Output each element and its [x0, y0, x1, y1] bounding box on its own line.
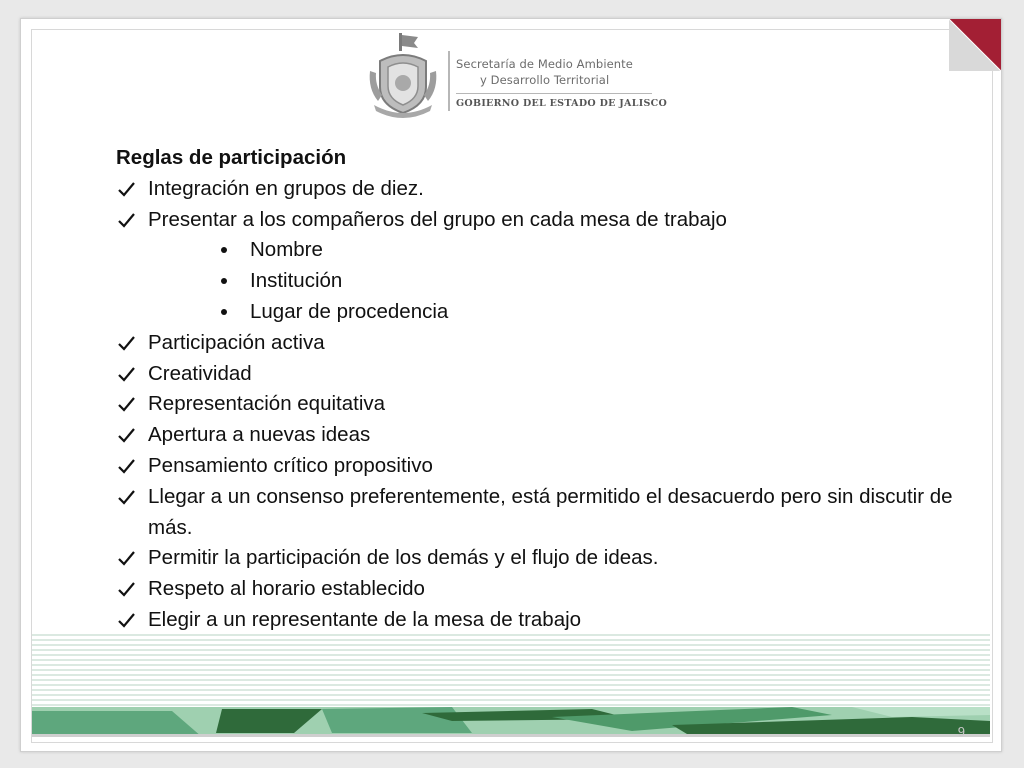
- list-item-text: Presentar a los compañeros del grupo en cada mesa de trabajo: [148, 207, 727, 231]
- list-item: [116, 174, 956, 205]
- list-item: [116, 451, 956, 482]
- checkmark-icon: [118, 397, 135, 412]
- page-number: 9: [957, 724, 965, 739]
- slide: [20, 18, 1002, 752]
- list-item: [116, 389, 956, 420]
- checkmark-icon: [118, 182, 135, 197]
- rules-list: [116, 174, 956, 236]
- rules-content: [116, 143, 956, 636]
- logo-rule: [456, 93, 652, 94]
- sub-list-item: [116, 297, 956, 328]
- checkmark-icon: [118, 367, 135, 382]
- sub-list: [116, 235, 956, 327]
- list-item-text: Pensamiento crítico propositivo: [148, 453, 433, 477]
- list-item-text: Permitir la participación de los demás y el flujo de ideas.: [148, 546, 659, 570]
- rules-list-continued: [116, 328, 956, 636]
- list-item: [116, 482, 956, 544]
- checkmark-icon: [118, 213, 135, 228]
- sub-list-item: [116, 266, 956, 297]
- jalisco-coat-of-arms-icon: [366, 31, 440, 119]
- government-logo: [366, 31, 668, 121]
- page-title: Reglas de participación: [116, 146, 347, 169]
- sub-list-item-text: Lugar de procedencia: [250, 299, 449, 323]
- list-item: [116, 420, 956, 451]
- list-item-text: Creatividad: [148, 361, 252, 385]
- list-item: [116, 359, 956, 390]
- sub-list-item-text: Institución: [250, 269, 343, 293]
- checkmark-icon: [118, 551, 135, 566]
- list-item: [116, 328, 956, 359]
- bullet-icon: [221, 247, 227, 253]
- list-item: [116, 205, 956, 236]
- checkmark-icon: [118, 490, 135, 505]
- checkmark-icon: [118, 428, 135, 443]
- org-name-line-2: y Desarrollo Territorial: [480, 73, 610, 87]
- sub-list-item-text: Nombre: [250, 238, 323, 262]
- footer-stripes-decoration: [32, 631, 990, 709]
- checkmark-icon: [118, 459, 135, 474]
- list-item: [116, 543, 956, 574]
- list-item-text: Representación equitativa: [148, 392, 386, 416]
- list-item: [116, 574, 956, 605]
- checkmark-icon: [118, 336, 135, 351]
- government-name: GOBIERNO DEL ESTADO DE JALISCO: [456, 98, 668, 109]
- checkmark-icon: [118, 613, 135, 628]
- sub-list-item: [116, 235, 956, 266]
- bullet-icon: [221, 278, 227, 284]
- list-item-text: Llegar a un consenso preferentemente, está permitido el desacuerdo pero sin discutir de más.: [148, 484, 953, 539]
- list-item-text: Respeto al horario establecido: [148, 577, 425, 601]
- list-item-text: Participación activa: [148, 330, 325, 354]
- corner-fold-decoration: [949, 19, 1001, 71]
- footer-band-decoration: [32, 707, 990, 737]
- logo-divider: [448, 51, 450, 111]
- list-item-text: Elegir a un representante de la mesa de trabajo: [148, 607, 582, 631]
- list-item-text: Apertura a nuevas ideas: [148, 423, 371, 447]
- org-name-line-1: Secretaría de Medio Ambiente: [456, 57, 633, 71]
- list-item-text: Integración en grupos de diez.: [148, 176, 424, 200]
- bullet-icon: [221, 309, 227, 315]
- checkmark-icon: [118, 582, 135, 597]
